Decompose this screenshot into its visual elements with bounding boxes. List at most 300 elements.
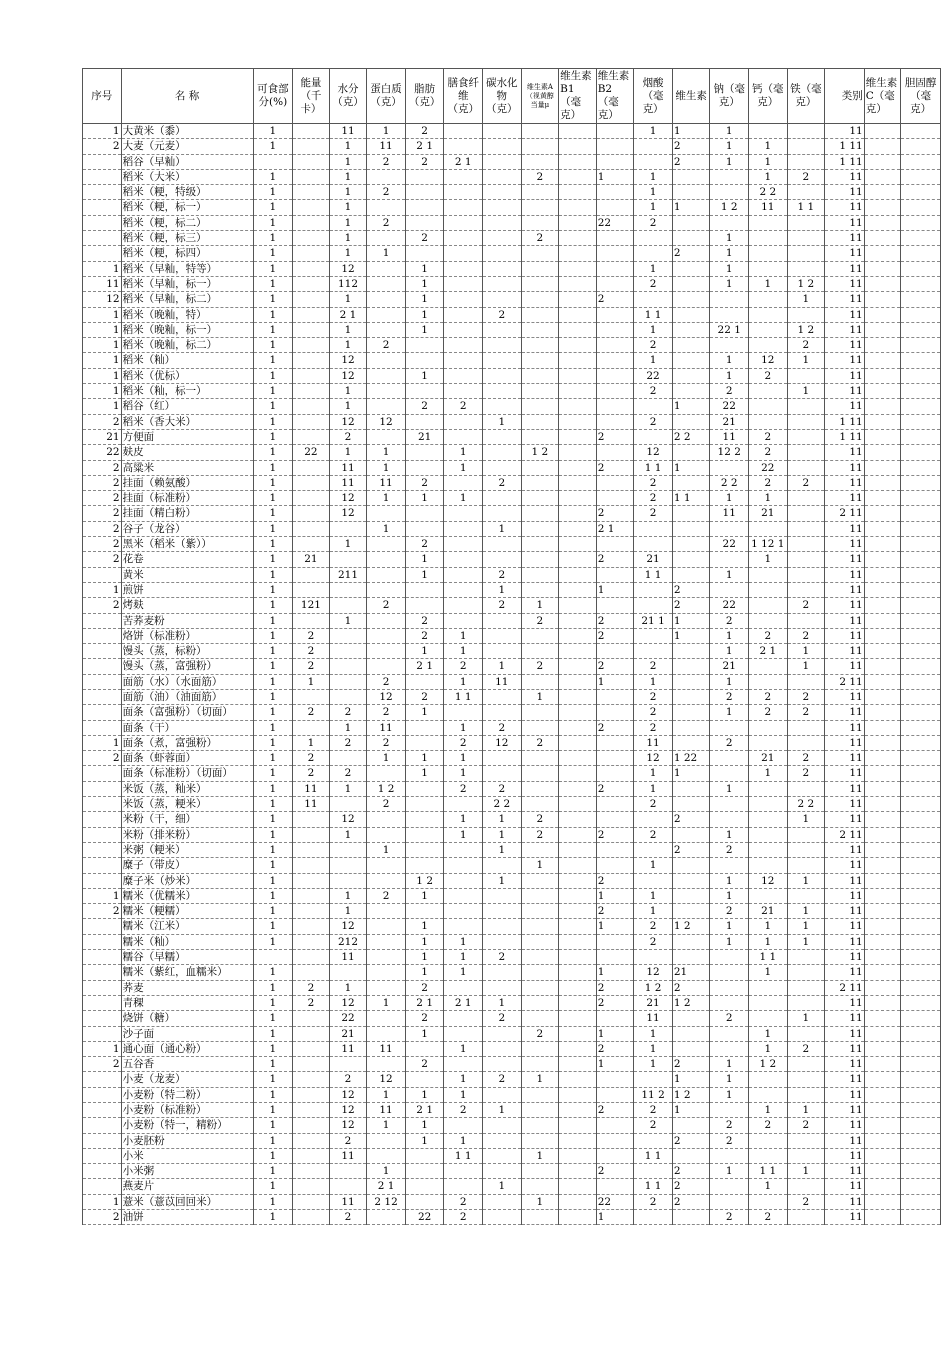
table-cell (83, 705, 122, 720)
table-cell (559, 1164, 597, 1179)
table-cell (559, 445, 597, 460)
table-cell: 1 (710, 567, 749, 582)
col-header: 序号 (83, 69, 122, 124)
table-cell (293, 246, 330, 261)
table-cell (672, 644, 710, 659)
table-cell: 1 2 (787, 276, 825, 291)
table-cell: 12 2 (710, 445, 749, 460)
table-cell: 1 (405, 322, 444, 337)
table-cell: 1 (253, 1103, 293, 1118)
table-row (83, 414, 941, 429)
table-cell (405, 797, 444, 812)
table-cell: 1 (253, 1026, 293, 1041)
table-cell (293, 1179, 330, 1194)
table-cell (83, 1026, 122, 1041)
table-cell: 1 (83, 307, 122, 322)
table-cell: 1 (749, 965, 788, 980)
table-cell: 12 (329, 353, 367, 368)
food-name-cell: 糯米（籼） (121, 934, 253, 949)
table-cell (444, 506, 483, 521)
table-cell: 1 (253, 1057, 293, 1072)
table-cell: 21 (293, 552, 330, 567)
table-cell: 2 (634, 414, 673, 429)
food-name-cell: 小麦（龙麦） (121, 1072, 253, 1087)
food-name-cell: 小麦胚粉 (121, 1133, 253, 1148)
table-cell (864, 812, 901, 827)
table-cell: 1 (253, 797, 293, 812)
table-cell: 2 (596, 781, 634, 796)
table-cell: 1 (329, 246, 367, 261)
table-cell (367, 292, 406, 307)
table-cell (901, 552, 941, 567)
table-cell: 1 (83, 1194, 122, 1209)
table-cell: 2 (634, 384, 673, 399)
table-cell: 2 (293, 705, 330, 720)
table-cell: 1 (405, 751, 444, 766)
table-cell: 1 (521, 1148, 559, 1163)
table-row (83, 200, 941, 215)
table-cell (559, 322, 597, 337)
table-cell: 11 (825, 552, 865, 567)
table-cell (596, 644, 634, 659)
food-name-cell: 小麦粉（标准粉） (121, 1103, 253, 1118)
table-cell: 1 1 (749, 1164, 788, 1179)
table-cell (559, 965, 597, 980)
table-row (83, 582, 941, 597)
table-cell (749, 384, 788, 399)
table-cell (710, 965, 749, 980)
table-cell (559, 1133, 597, 1148)
table-cell (293, 567, 330, 582)
table-cell: 2 (596, 873, 634, 888)
col-header: 维生素A（视黄醇当量μ (521, 69, 559, 124)
table-cell: 11 (825, 1194, 865, 1209)
table-cell: 11 (483, 674, 522, 689)
table-cell: 1 (253, 521, 293, 536)
food-name-cell: 油饼 (121, 1210, 253, 1225)
table-cell (483, 965, 522, 980)
table-cell (559, 1011, 597, 1026)
table-row (83, 965, 941, 980)
table-cell (521, 674, 559, 689)
table-cell (596, 1072, 634, 1087)
food-name-cell: 糯谷（早糯） (121, 950, 253, 965)
table-cell (521, 124, 559, 139)
table-cell (367, 904, 406, 919)
table-cell: 1 (749, 139, 788, 154)
table-cell (405, 338, 444, 353)
table-cell: 1 2 (405, 873, 444, 888)
table-cell (901, 322, 941, 337)
table-cell: 2 (83, 460, 122, 475)
table-cell: 2 11 (825, 506, 865, 521)
table-row (83, 276, 941, 291)
table-cell: 22 (710, 399, 749, 414)
table-cell: 22 (710, 537, 749, 552)
table-row (83, 1011, 941, 1026)
table-cell: 1 (253, 1072, 293, 1087)
table-cell (444, 919, 483, 934)
table-cell (901, 276, 941, 291)
table-cell: 12 (329, 919, 367, 934)
table-cell: 1 (253, 491, 293, 506)
table-cell: 2 (787, 1041, 825, 1056)
table-cell (521, 1133, 559, 1148)
table-cell: 12 (329, 261, 367, 276)
table-cell (559, 1041, 597, 1056)
table-cell: 1 (253, 185, 293, 200)
table-cell (521, 582, 559, 597)
table-cell (521, 276, 559, 291)
table-cell (749, 292, 788, 307)
table-cell: 1 (483, 1103, 522, 1118)
table-cell: 12 (83, 292, 122, 307)
table-cell (864, 521, 901, 536)
table-cell (901, 124, 941, 139)
table-cell: 1 (367, 1164, 406, 1179)
table-cell (521, 995, 559, 1010)
table-cell: 1 (710, 246, 749, 261)
table-cell (901, 904, 941, 919)
table-cell (521, 414, 559, 429)
table-cell: 2 11 (825, 674, 865, 689)
table-cell: 1 (253, 720, 293, 735)
table-row (83, 124, 941, 139)
table-cell: 2 1 (329, 307, 367, 322)
table-cell (559, 429, 597, 444)
table-cell: 2 (521, 735, 559, 750)
table-cell: 1 (787, 353, 825, 368)
table-cell: 11 (825, 873, 865, 888)
table-cell: 11 (825, 169, 865, 184)
table-cell: 2 (634, 705, 673, 720)
table-cell (521, 950, 559, 965)
food-name-cell: 米饭（蒸，粳米） (121, 797, 253, 812)
table-cell (864, 200, 901, 215)
table-cell (672, 521, 710, 536)
table-cell (634, 537, 673, 552)
table-cell: 1 (367, 246, 406, 261)
table-cell (672, 781, 710, 796)
table-cell: 1 (596, 582, 634, 597)
table-cell (749, 980, 788, 995)
table-row (83, 888, 941, 903)
table-cell: 1 (329, 537, 367, 552)
table-cell (444, 888, 483, 903)
table-cell (521, 873, 559, 888)
table-cell (367, 1148, 406, 1163)
table-cell: 1 (367, 445, 406, 460)
table-cell (444, 200, 483, 215)
table-cell: 1 (253, 689, 293, 704)
table-cell (367, 353, 406, 368)
table-cell (293, 965, 330, 980)
food-name-cell: 方便面 (121, 429, 253, 444)
table-cell: 1 (253, 842, 293, 857)
table-cell (710, 582, 749, 597)
table-cell (901, 200, 941, 215)
table-row (83, 506, 941, 521)
table-cell: 11 (825, 384, 865, 399)
table-cell: 1 (253, 766, 293, 781)
table-cell: 1 (329, 904, 367, 919)
table-cell (787, 1057, 825, 1072)
table-cell: 22 (596, 1194, 634, 1209)
table-cell: 11 (83, 276, 122, 291)
table-cell (521, 567, 559, 582)
table-cell (864, 552, 901, 567)
table-cell: 1 (444, 628, 483, 643)
table-cell: 1 (483, 842, 522, 857)
table-cell: 2 (634, 475, 673, 490)
table-cell: 1 (710, 888, 749, 903)
table-cell (483, 384, 522, 399)
table-cell: 1 (444, 674, 483, 689)
table-cell: 1 (253, 1041, 293, 1056)
table-cell (710, 460, 749, 475)
table-cell (83, 154, 122, 169)
table-cell: 2 (521, 827, 559, 842)
table-cell: 2 (405, 980, 444, 995)
table-cell (596, 567, 634, 582)
table-cell (559, 797, 597, 812)
table-cell: 1 (405, 552, 444, 567)
table-cell: 2 (787, 628, 825, 643)
table-cell (864, 1133, 901, 1148)
table-cell (483, 919, 522, 934)
table-cell (864, 1041, 901, 1056)
table-cell: 1 1 (634, 567, 673, 582)
table-cell (596, 598, 634, 613)
table-cell (483, 1087, 522, 1102)
table-cell: 2 (787, 1194, 825, 1209)
table-cell (710, 858, 749, 873)
table-cell: 1 (253, 124, 293, 139)
table-cell: 12 (367, 689, 406, 704)
table-cell: 1 (483, 659, 522, 674)
table-cell (483, 506, 522, 521)
table-cell: 11 (825, 797, 865, 812)
food-name-cell: 面条（富强粉）（切面） (121, 705, 253, 720)
table-cell (864, 598, 901, 613)
table-cell (596, 797, 634, 812)
table-cell (293, 353, 330, 368)
food-name-cell: 糯米（粳糯） (121, 904, 253, 919)
table-cell (901, 1103, 941, 1118)
table-row (83, 215, 941, 230)
table-cell (901, 399, 941, 414)
table-cell (329, 751, 367, 766)
table-cell (864, 904, 901, 919)
table-cell: 2 (405, 124, 444, 139)
table-cell: 1 (253, 506, 293, 521)
food-name-cell: 面条（煮，富强粉） (121, 735, 253, 750)
table-cell: 11 (825, 491, 865, 506)
table-cell: 1 (405, 705, 444, 720)
table-cell: 1 (672, 766, 710, 781)
table-cell: 2 (367, 674, 406, 689)
table-cell (444, 353, 483, 368)
table-cell (559, 292, 597, 307)
table-cell (634, 154, 673, 169)
table-cell (444, 567, 483, 582)
table-cell (444, 338, 483, 353)
table-cell: 11 (367, 1103, 406, 1118)
table-cell (293, 1087, 330, 1102)
table-cell (483, 429, 522, 444)
table-cell (329, 628, 367, 643)
table-cell: 2 (672, 812, 710, 827)
table-cell: 12 (367, 1072, 406, 1087)
table-row (83, 1041, 941, 1056)
table-cell: 11 (825, 965, 865, 980)
table-cell: 2 (710, 735, 749, 750)
table-cell (596, 1148, 634, 1163)
food-name-cell: 大麦（元麦） (121, 139, 253, 154)
table-cell (634, 628, 673, 643)
table-cell (559, 842, 597, 857)
table-cell: 2 (521, 231, 559, 246)
table-cell (329, 552, 367, 567)
table-cell (864, 1164, 901, 1179)
table-cell (444, 124, 483, 139)
table-cell: 1 (253, 888, 293, 903)
table-cell: 12 (483, 735, 522, 750)
food-name-cell: 挂面（赖氨酸） (121, 475, 253, 490)
food-name-cell: 稻米（早籼，特等） (121, 261, 253, 276)
table-cell: 11 (329, 475, 367, 490)
table-cell: 2 (444, 1103, 483, 1118)
table-cell: 2 (749, 475, 788, 490)
table-cell: 1 (521, 1194, 559, 1209)
table-cell: 2 (634, 689, 673, 704)
table-cell (293, 307, 330, 322)
table-row (83, 1164, 941, 1179)
table-cell (634, 873, 673, 888)
table-cell (293, 1011, 330, 1026)
table-cell (521, 1011, 559, 1026)
table-cell: 1 12 1 (749, 537, 788, 552)
table-cell: 1 (749, 1179, 788, 1194)
table-cell: 1 (634, 200, 673, 215)
table-cell (901, 919, 941, 934)
table-cell (596, 322, 634, 337)
table-cell (864, 1011, 901, 1026)
table-cell: 2 (521, 169, 559, 184)
food-name-cell: 糜子米（炒米） (121, 873, 253, 888)
table-cell (405, 720, 444, 735)
table-cell: 1 (253, 414, 293, 429)
table-cell: 1 (444, 644, 483, 659)
table-cell: 2 (634, 659, 673, 674)
table-cell (864, 292, 901, 307)
food-name-cell: 米粥（粳米） (121, 842, 253, 857)
table-cell (901, 705, 941, 720)
table-cell (83, 858, 122, 873)
table-cell (483, 552, 522, 567)
table-cell (293, 506, 330, 521)
table-cell (749, 1011, 788, 1026)
table-cell (864, 950, 901, 965)
table-cell (787, 720, 825, 735)
table-cell: 1 (329, 445, 367, 460)
table-cell (864, 1148, 901, 1163)
table-cell: 1 1 (749, 950, 788, 965)
table-cell (483, 322, 522, 337)
table-cell: 11 (825, 1210, 865, 1225)
table-cell (483, 1041, 522, 1056)
table-cell: 1 (710, 276, 749, 291)
table-cell: 1 (253, 292, 293, 307)
food-name-cell: 糯米（紫红，血糯米） (121, 965, 253, 980)
table-cell (559, 185, 597, 200)
table-cell: 1 (672, 399, 710, 414)
table-cell: 1 (710, 139, 749, 154)
table-cell (901, 735, 941, 750)
table-cell: 11 (825, 276, 865, 291)
table-cell (596, 842, 634, 857)
table-cell: 2 (787, 475, 825, 490)
table-cell: 1 (329, 292, 367, 307)
table-cell: 22 (596, 215, 634, 230)
table-cell (521, 934, 559, 949)
table-cell (749, 1072, 788, 1087)
table-cell: 1 (749, 1103, 788, 1118)
table-cell: 11 (825, 934, 865, 949)
table-cell (901, 491, 941, 506)
table-cell: 1 (329, 384, 367, 399)
table-cell: 11 (825, 292, 865, 307)
table-cell (521, 766, 559, 781)
table-cell: 11 (825, 995, 865, 1010)
table-cell: 2 (83, 414, 122, 429)
table-cell (710, 292, 749, 307)
table-cell (329, 965, 367, 980)
table-cell (293, 1103, 330, 1118)
table-cell: 11 2 (634, 1087, 673, 1102)
table-cell: 2 (329, 1133, 367, 1148)
table-cell (367, 1011, 406, 1026)
table-cell: 1 (710, 154, 749, 169)
table-cell: 2 (596, 995, 634, 1010)
table-cell (405, 598, 444, 613)
table-cell (864, 1194, 901, 1209)
table-cell (405, 521, 444, 536)
table-cell: 1 11 (825, 429, 865, 444)
table-cell: 1 (253, 399, 293, 414)
table-cell: 11 (825, 231, 865, 246)
table-cell (672, 169, 710, 184)
table-cell: 11 (329, 1148, 367, 1163)
table-cell (901, 582, 941, 597)
table-cell: 11 (825, 950, 865, 965)
table-cell: 22 (749, 460, 788, 475)
table-cell (596, 689, 634, 704)
table-cell: 2 (596, 506, 634, 521)
table-cell (405, 827, 444, 842)
table-cell: 11 (293, 781, 330, 796)
table-cell: 1 (367, 521, 406, 536)
col-header: 名 称 (121, 69, 253, 124)
table-cell: 2 (672, 1133, 710, 1148)
table-cell (710, 169, 749, 184)
table-cell: 1 (596, 169, 634, 184)
table-cell (559, 720, 597, 735)
table-cell: 1 2 (672, 919, 710, 934)
table-cell: 1 (253, 1087, 293, 1102)
table-cell (559, 1148, 597, 1163)
table-cell: 1 (483, 582, 522, 597)
